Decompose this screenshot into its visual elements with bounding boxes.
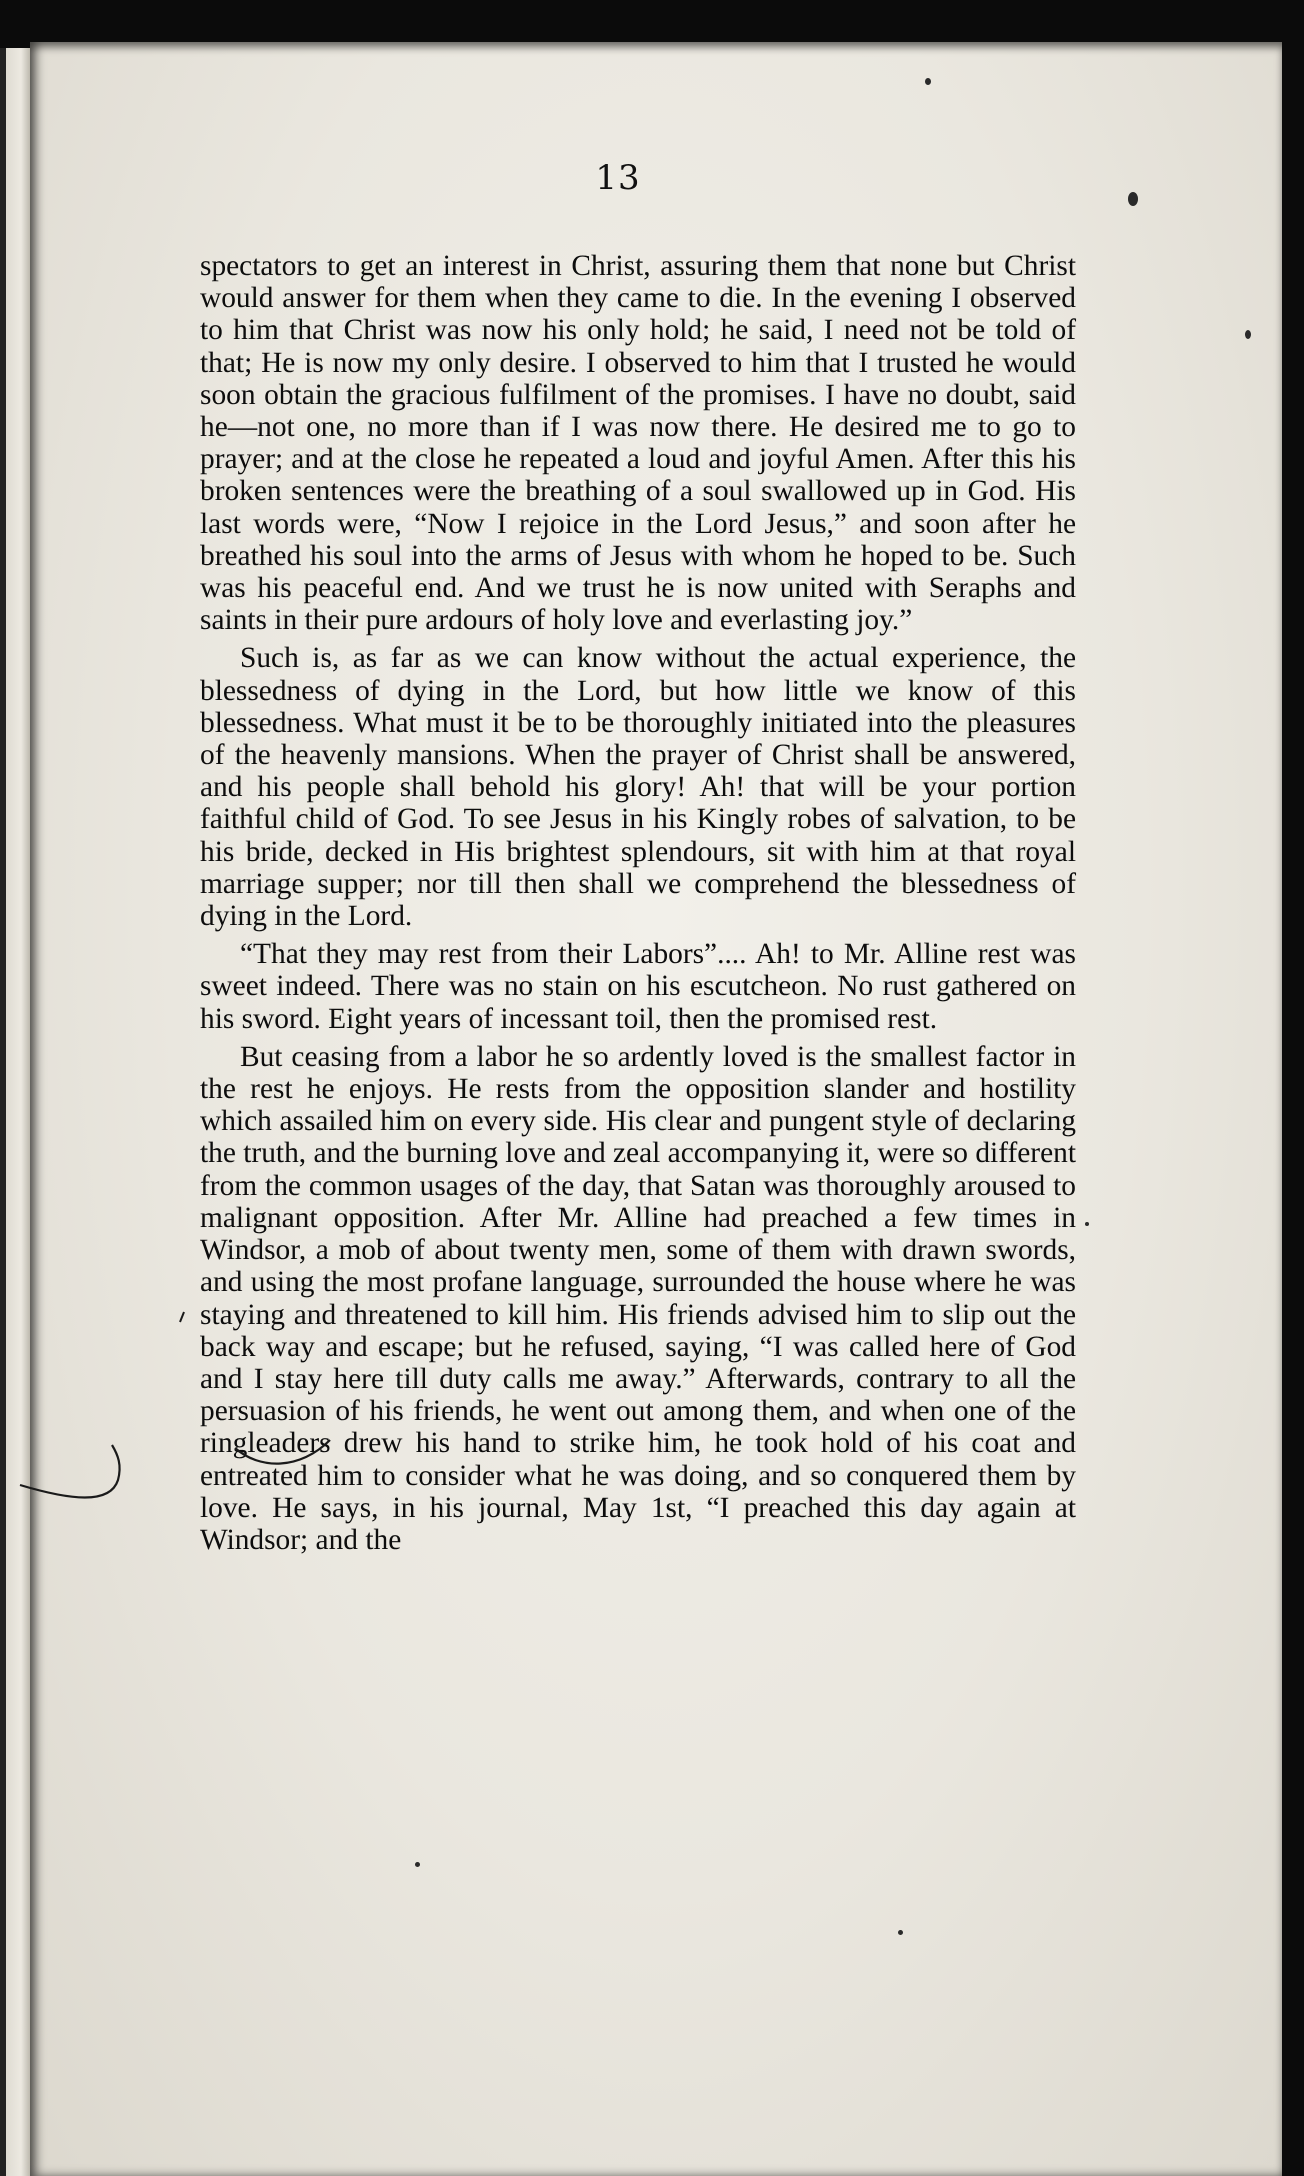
paragraph: But ceasing from a labor he so ardently loved is the smallest factor in the rest he enjoys. He rests from the opposition slander and hostility which assailed him on every side. His clear and pungent style of declaring the truth, and the burning love and zeal accompanying it, were so different from the common usages of the day, that Satan was thoroughly aroused to malignant opposition. After Mr. Alline had preached a few times in Windsor, a mob of about twenty men, some of them with drawn swords, and using the most profane language, surrounded the house where he was staying and threatened to kill him. His friends advised him to slip out the back way and escape; but he refused, saying, “I was called here of God and I stay here till duty calls me away.” Afterwards, contrary to all the persuasion of his friends, he went out among them, and when one of the ringleaders drew his hand to strike him, he took hold of his coat and entreated him to consider what he was doing, and so conquered them by love. He says, in his journal, May 1st, “I preached this day again at Windsor; and the — [200, 1040, 1076, 1556]
paper-speck — [415, 1862, 420, 1867]
paper-speck — [1245, 330, 1251, 339]
binding-shadow — [0, 48, 6, 2176]
paper-speck — [1085, 1222, 1089, 1226]
paragraph: “That they may rest from their Labors”.... Ah! to Mr. Alline rest was sweet indeed. There was no stain on his escutcheon. No rust gathered on his sword. Eight years of incessant toil, then the promised rest. — [200, 938, 1076, 1035]
paper-speck — [1128, 192, 1138, 206]
paragraph: Such is, as far as we can know without the actual experience, the blessedness of dying in the Lord, but how little we know of this blessedness. What must it be to be thoroughly initiated into the pleasures of the heavenly mansions. When the prayer of Christ shall be answered, and his people shall behold his glory! Ah! that will be your portion faithful child of God. To see Jesus in his Kingly robes of salvation, to be his bride, decked in His brightest splendours, sit with him at that royal marriage supper; nor till then shall we comprehend the blessedness of dying in the Lord. — [200, 642, 1076, 933]
page-number: 13 — [595, 158, 641, 198]
body-text — [200, 250, 1076, 1556]
paper-speck — [898, 1930, 903, 1935]
paragraph: spectators to get an interest in Christ, assuring them that none but Christ would answer for them when they came to die. In the evening I observed to him that Christ was now his only hold; he said, I need not be told of that; He is now my only desire. I observed to him that I trusted he would soon obtain the gracious fulfilment of the promises. I have no doubt, said he—not one, no more than if I was now there. He desired me to go to prayer; and at the close he repeated a loud and joyful Amen. After this his broken sentences were the breathing of a soul swallowed up in God. His last words were, “Now I rejoice in the Lord Jesus,” and soon after he breathed his soul into the arms of Jesus with whom he hoped to be. Such was his peaceful end. And we trust he is now united with Seraphs and saints in their pure ardours of holy love and everlasting joy.” — [200, 250, 1076, 637]
paper-speck — [925, 78, 931, 85]
